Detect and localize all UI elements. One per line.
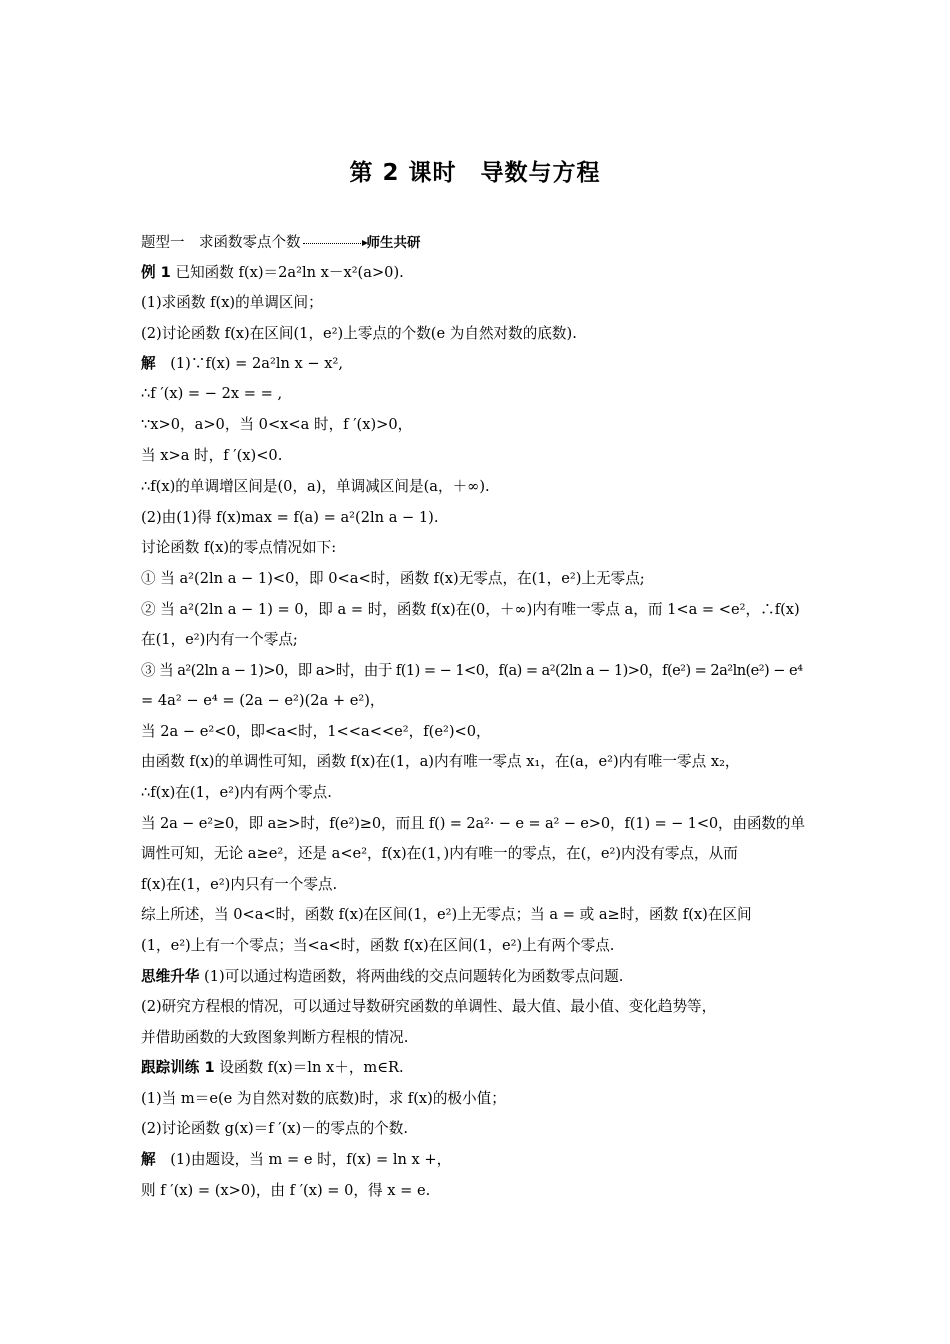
text-line: ∴f ′(x) = − 2x = = , [141, 385, 283, 402]
text-line: ① 当 a²(2ln a − 1)<0，即 0<a<时，函数 f(x)无零点，在(1，e²)上无零点; [141, 570, 645, 587]
text-line: 讨论函数 f(x)的零点情况如下: [141, 539, 337, 556]
text-span: (1)可以通过构造函数，将两曲线的交点问题转化为函数零点问题. [199, 968, 624, 985]
text-line: 调性可知，无论 a≥e²，还是 a<e²，f(x)在(1，)内有唯一的零点，在(，e²)内没有零点，从而 [141, 845, 738, 862]
example-line [141, 263, 809, 283]
text-line: ③ 当 a²(2ln a − 1)>0，即 a>时，由于 f(1) = − 1<0，f(a) = a²(2ln a − 1)>0，f(e²) = 2a²ln(e²) − e⁴ [141, 662, 803, 679]
text-line: 由函数 f(x)的单调性可知，函数 f(x)在(1，a)内有唯一零点 x₁，在(a，e²)内有唯一零点 x₂， [141, 753, 740, 770]
reflection-line [141, 967, 809, 987]
text-line: ② 当 a²(2ln a − 1) = 0，即 a = 时，函数 f(x)在(0，＋∞)内有唯一零点 a，而 1<a = <e²，∴f(x) [141, 601, 800, 618]
solution-line [141, 354, 809, 374]
solution-label: 解 [141, 1151, 156, 1168]
text-line: 当 2a − e²<0，即<a<时，1<<a<<e²，f(e²)<0， [141, 723, 491, 740]
text-line: ∴f(x)的单调增区间是(0，a)，单调减区间是(a，＋∞). [141, 478, 490, 495]
text-span: (1)由题设，当 m = e 时，f(x) = ln x +， [155, 1151, 452, 1168]
text-line: 综上所述，当 0<a<时，函数 f(x)在区间(1，e²)上无零点；当 a = 或 a≥时，函数 f(x)在区间 [141, 906, 752, 923]
text-line: (2)讨论函数 g(x)＝f ′(x)－的零点的个数. [141, 1120, 409, 1137]
section-heading [141, 233, 809, 253]
text-line: 当 x>a 时，f ′(x)<0. [141, 447, 283, 464]
text-line: = 4a² − e⁴ = (2a − e²)(2a + e²)， [141, 692, 385, 709]
section-label: 题型一 求函数零点个数 [141, 235, 301, 251]
text-line: (1)求函数 f(x)的单调区间； [141, 294, 323, 311]
example-label: 例 1 [141, 264, 171, 281]
practice-label: 跟踪训练 1 [141, 1059, 215, 1076]
arrow-right-icon [303, 243, 365, 244]
text-line: (1，e²)上有一个零点；当<a<时，函数 f(x)在区间(1，e²)上有两个零点. [141, 937, 615, 954]
text-line: ∴f(x)在(1，e²)内有两个零点. [141, 784, 332, 801]
solution-line [141, 1150, 809, 1170]
text-line: f(x)在(1，e²)内只有一个零点. [141, 876, 338, 893]
text-line: (2)由(1)得 f(x)max = f(a) = a²(2ln a − 1). [141, 509, 439, 526]
text-line: 当 2a − e²≥0，即 a≥>时，f(e²)≥0，而且 f() = 2a²· − e = a² − e>0，f(1) = − 1<0，由函数的单 [141, 815, 805, 832]
text-line: (2)研究方程根的情况，可以通过导数研究函数的单调性、最大值、最小值、变化趋势等， [141, 998, 717, 1015]
page-title: 第 2 课时 导数与方程 [349, 160, 601, 186]
practice-line [141, 1058, 809, 1078]
reflection-label: 思维升华 [141, 968, 200, 985]
solution-label: 解 [141, 355, 156, 372]
text-span: (1)∵f(x) = 2a²ln x − x², [155, 355, 343, 372]
text-line: (1)当 m＝e(e 为自然对数的底数)时，求 f(x)的极小值； [141, 1090, 506, 1107]
text-span: 设函数 f(x)＝ln x＋，m∈R. [214, 1059, 404, 1076]
text-line: 在(1，e²)内有一个零点; [141, 631, 298, 648]
text-line: 则 f ′(x) = (x>0)，由 f ′(x) = 0，得 x = e. [141, 1182, 431, 1199]
text-line: ∵x>0，a>0，当 0<x<a 时，f ′(x)>0， [141, 416, 413, 433]
text-line: (2)讨论函数 f(x)在区间(1，e²)上零点的个数(e 为自然对数的底数). [141, 325, 577, 342]
text-line: 并借助函数的大致图象判断方程根的情况. [141, 1029, 409, 1046]
example-text: 已知函数 f(x)＝2a²ln x－x²(a>0). [170, 264, 404, 281]
section-badge: 师生共研 [366, 235, 421, 251]
